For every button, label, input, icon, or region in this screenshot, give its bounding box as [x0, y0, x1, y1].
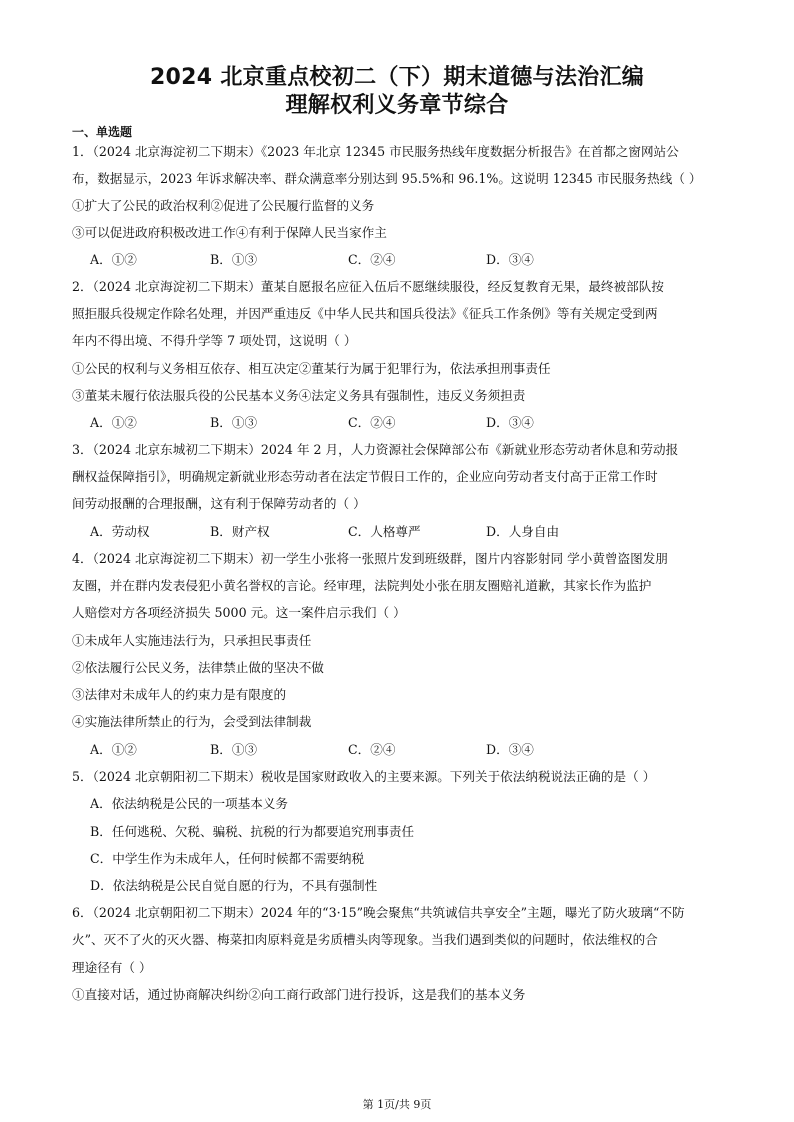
q4-statement-4: ④实施法律所禁止的行为，会受到法律制裁	[72, 714, 312, 729]
q4-option-c: C．②④	[348, 742, 396, 757]
q2-statement-2: ③董某未履行依法服兵役的公民基本义务④法定义务具有强制性，违反义务须担责	[72, 388, 526, 403]
q3-stem-line-3: 间劳动报酬的合理报酬，这有利于保障劳动者的（ ）	[72, 496, 366, 511]
q1-option-a: A．①②	[90, 252, 137, 267]
q1-statement-2: ③可以促进政府积极改进工作④有利于保障人民当家作主	[72, 225, 387, 240]
q5-option-c: C．中学生作为未成年人，任何时候都不需要纳税	[90, 851, 365, 866]
q6-stem-line-1: 6．（2024 北京朝阳初二下期末）2024 年的“3·15”晚会聚焦“共筑诚信共享安全”主题，曝光了防火玻璃“不防	[72, 905, 685, 920]
document-title: 2024 北京重点校初二（下）期末道德与法治汇编	[149, 65, 645, 90]
q1-stem-line-1: 1．（2024 北京海淀初二下期末）《2023 年北京 12345 市民服务热线年度数据分析报告》在首都之窗网站公	[72, 144, 679, 159]
q2-option-c: C．②④	[348, 415, 396, 430]
q4-option-a: A．①②	[90, 742, 137, 757]
q1-option-b: B．①③	[210, 252, 258, 267]
q2-option-b: B．①③	[210, 415, 258, 430]
q3-option-a: A．劳动权	[90, 524, 150, 539]
q5-option-d: D．依法纳税是公民自觉自愿的行为，不具有强制性	[90, 878, 378, 893]
q3-stem-line-2: 酬权益保障指引》，明确规定新就业形态劳动者在法定节假日工作的，企业应向劳动者支付高于正常工作时	[72, 469, 658, 484]
q4-statement-2: ②依法履行公民义务，法律禁止做的坚决不做	[72, 660, 324, 675]
section-heading: 一、单选题	[72, 125, 133, 139]
q5-option-b: B．任何逃税、欠税、骗税、抗税的行为都要追究刑事责任	[90, 824, 415, 839]
q1-stem-line-2: 布，数据显示，2023 年诉求解决率、群众满意率分别达到 95.5%和 96.1%。这说明 12345 市民服务热线（ ）	[72, 171, 702, 186]
q1-statement-1: ①扩大了公民的政治权利②促进了公民履行监督的义务	[72, 198, 375, 213]
q2-statement-1: ①公民的权利与义务相互依存、相互决定②董某行为属于犯罪行为，依法承担刑事责任	[72, 361, 551, 376]
q1-option-c: C．②④	[348, 252, 396, 267]
q2-stem-line-3: 年内不得出境、不得升学等 7 项处罚，这说明（ ）	[72, 333, 357, 348]
q6-statement-1: ①直接对话，通过协商解决纠纷②向工商行政部门进行投诉，这是我们的基本义务	[72, 987, 526, 1002]
q4-stem-line-2: 友圈，并在群内发表侵犯小黄名誉权的言论。经审理，法院判处小张在朋友圈赔礼道歉，其家长作为监护	[72, 578, 652, 593]
q4-option-b: B．①③	[210, 742, 258, 757]
q6-stem-line-3: 理途径有（ ）	[72, 960, 152, 975]
q3-option-c: C．人格尊严	[348, 524, 421, 539]
q4-statement-1: ①未成年人实施违法行为，只承担民事责任	[72, 633, 312, 648]
q2-option-a: A．①②	[90, 415, 137, 430]
document-subtitle: 理解权利义务章节综合	[285, 93, 509, 118]
q2-stem-line-2: 照拒服兵役规定作除名处理，并因严重违反《中华人民共和国兵役法》《征兵工作条例》等有关规定受到两	[72, 306, 658, 321]
page-footer: 第 1页/共 9页	[362, 1098, 432, 1111]
q4-stem-line-3: 人赔偿对方各项经济损失 5000 元。这一案件启示我们（ ）	[72, 605, 406, 620]
q2-option-d: D．③④	[486, 415, 534, 430]
q3-stem-line-1: 3．（2024 北京东城初二下期末）2024 年 2 月，人力资源社会保障部公布《新就业形态劳动者休息和劳动报	[72, 442, 679, 457]
q4-statement-3: ③法律对未成年人的约束力是有限度的	[72, 687, 287, 702]
q1-option-d: D．③④	[486, 252, 534, 267]
q5-option-a: A．依法纳税是公民的一项基本义务	[90, 796, 289, 811]
q6-stem-line-2: 火”、灭不了火的灭火器、梅菜扣肉原料竟是劣质槽头肉等现象。当我们遇到类似的问题时，依法维权的合	[72, 932, 658, 947]
q4-stem-line-1: 4．（2024 北京海淀初二下期末）初一学生小张将一张照片发到班级群，图片内容影射同 学小黄曾盗图发朋	[72, 551, 668, 566]
q4-option-d: D．③④	[486, 742, 534, 757]
q2-stem-line-1: 2．（2024 北京海淀初二下期末）董某自愿报名应征入伍后不愿继续服役，经反复教育无果，最终被部队按	[72, 279, 664, 294]
q3-option-b: B．财产权	[210, 524, 270, 539]
q5-stem-line-1: 5．（2024 北京朝阳初二下期末）税收是国家财政收入的主要来源。下列关于依法纳税说法正确的是（ ）	[72, 769, 656, 784]
q3-option-d: D．人身自由	[486, 524, 560, 539]
